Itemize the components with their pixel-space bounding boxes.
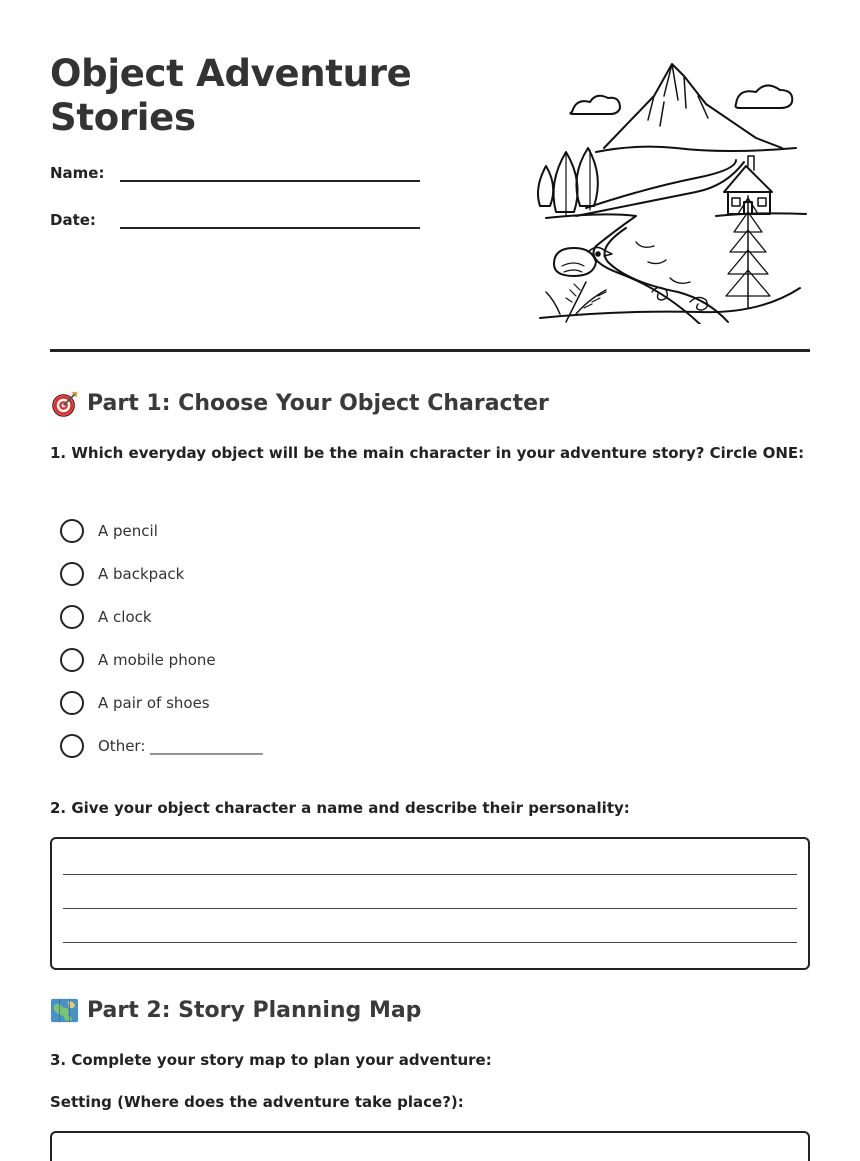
writing-line [63, 942, 797, 943]
option-label: Other: _______________ [98, 736, 263, 755]
target-icon [50, 389, 79, 418]
radio-circle[interactable] [60, 734, 84, 758]
option-other[interactable] [60, 724, 263, 767]
setting-answer-box[interactable] [50, 1131, 810, 1161]
option-label: A clock [98, 607, 152, 626]
name-field[interactable] [120, 164, 420, 182]
worksheet-title: Object Adventure Stories [50, 52, 412, 139]
writing-line [63, 908, 797, 909]
option-clock[interactable] [60, 595, 263, 638]
date-field-row [50, 211, 420, 229]
option-pair-of-shoes[interactable] [60, 681, 263, 724]
name-label: Name: [50, 164, 105, 182]
map-icon [50, 996, 79, 1025]
question-1: 1. Which everyday object will be the main character in your adventure story? Circle ONE: [50, 444, 805, 462]
radio-circle[interactable] [60, 562, 84, 586]
option-label: A mobile phone [98, 650, 216, 669]
character-options [60, 509, 263, 767]
part2-heading [50, 996, 421, 1025]
part1-heading [50, 389, 549, 418]
option-label: A pair of shoes [98, 693, 210, 712]
writing-line [63, 874, 797, 875]
header-divider [50, 349, 810, 352]
option-pencil[interactable] [60, 509, 263, 552]
part1-heading-text: Part 1: Choose Your Object Character [87, 391, 549, 416]
option-backpack[interactable] [60, 552, 263, 595]
radio-circle[interactable] [60, 605, 84, 629]
option-label: A backpack [98, 564, 185, 583]
date-label: Date: [50, 211, 96, 229]
landscape-illustration [536, 56, 808, 324]
setting-label: Setting (Where does the adventure take place?): [50, 1093, 464, 1111]
radio-circle[interactable] [60, 691, 84, 715]
option-mobile-phone[interactable] [60, 638, 263, 681]
radio-circle[interactable] [60, 648, 84, 672]
part2-heading-text: Part 2: Story Planning Map [87, 998, 422, 1023]
personality-answer-box[interactable] [50, 837, 810, 970]
option-label: A pencil [98, 521, 158, 540]
question-2: 2. Give your object character a name and describe their personality: [50, 799, 630, 817]
radio-circle[interactable] [60, 519, 84, 543]
name-field-row [50, 164, 420, 182]
question-3: 3. Complete your story map to plan your adventure: [50, 1051, 492, 1069]
date-field[interactable] [120, 211, 420, 229]
worksheet-header [50, 52, 810, 332]
